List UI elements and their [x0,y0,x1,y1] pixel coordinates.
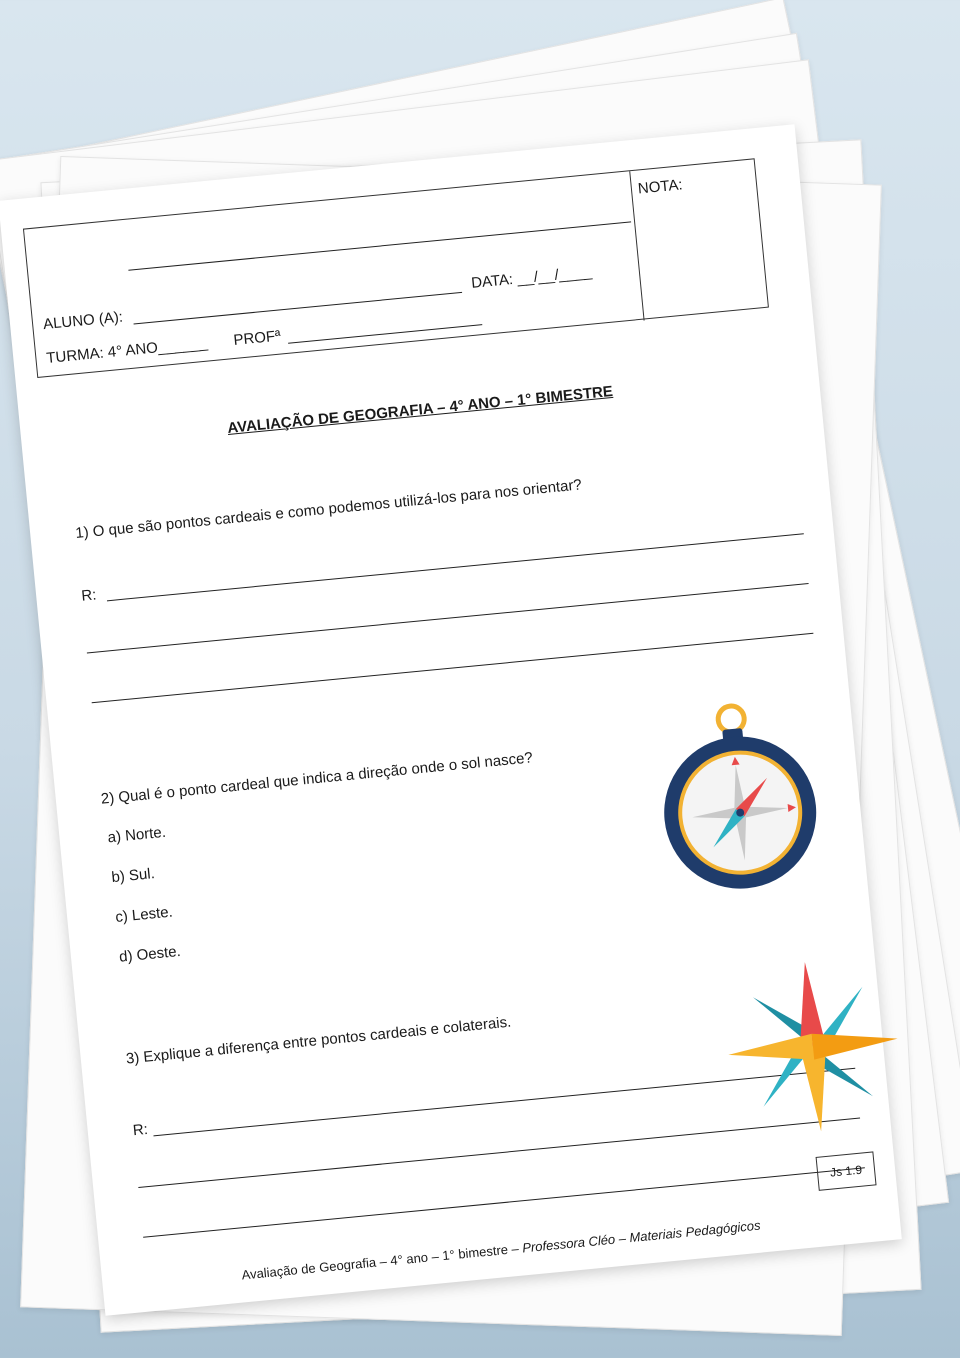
option-d[interactable]: d) Oeste. [118,942,182,966]
answer-1-label: R: [80,586,98,605]
code-badge [816,1151,877,1190]
compass-icon [650,695,827,899]
option-a[interactable]: a) Norte. [106,823,167,847]
exam-sheet [0,124,902,1316]
question-3: 3) Explique a diferença entre pontos cardeais e colaterais. [125,1013,512,1068]
answer-3-label: R: [132,1120,149,1140]
option-c[interactable]: c) Leste. [114,903,174,926]
teacher-name-line[interactable] [288,324,482,344]
footer-credit: Professora Cléo – Materiais Pedagógicos [521,1217,762,1256]
grade-box [629,159,768,320]
compass-rose-icon [720,954,906,1140]
answer-1-line[interactable] [92,633,814,703]
class-label: TURMA: 4° ANO______ [45,334,209,367]
grade-label: NOTA: [637,176,684,198]
option-b[interactable]: b) Sul. [110,865,156,887]
question-2: 2) Qual é o ponto cardeal que indica a direção onde o sol nasce? [100,749,534,808]
student-info-box [23,158,769,378]
question-1: 1) O que são pontos cardeais e como podemos utilizá-los para nos orientar? [74,476,583,543]
student-label: ALUNO (A): [42,308,124,334]
teacher-label: PROFª [232,327,282,349]
code-text: Js 1.9 [829,1162,863,1180]
footer-main: Avaliação de Geografia – 4° ano – 1° bimestre – [240,1240,524,1283]
date-label: DATA: __/__/____ [470,263,593,292]
exam-title: AVALIAÇÃO DE GEOGRAFIA – 4° ANO – 1° BIMESTRE [226,382,614,437]
answer-1-line[interactable] [107,533,804,601]
student-name-line[interactable] [134,292,463,325]
name-line-top [128,221,631,270]
